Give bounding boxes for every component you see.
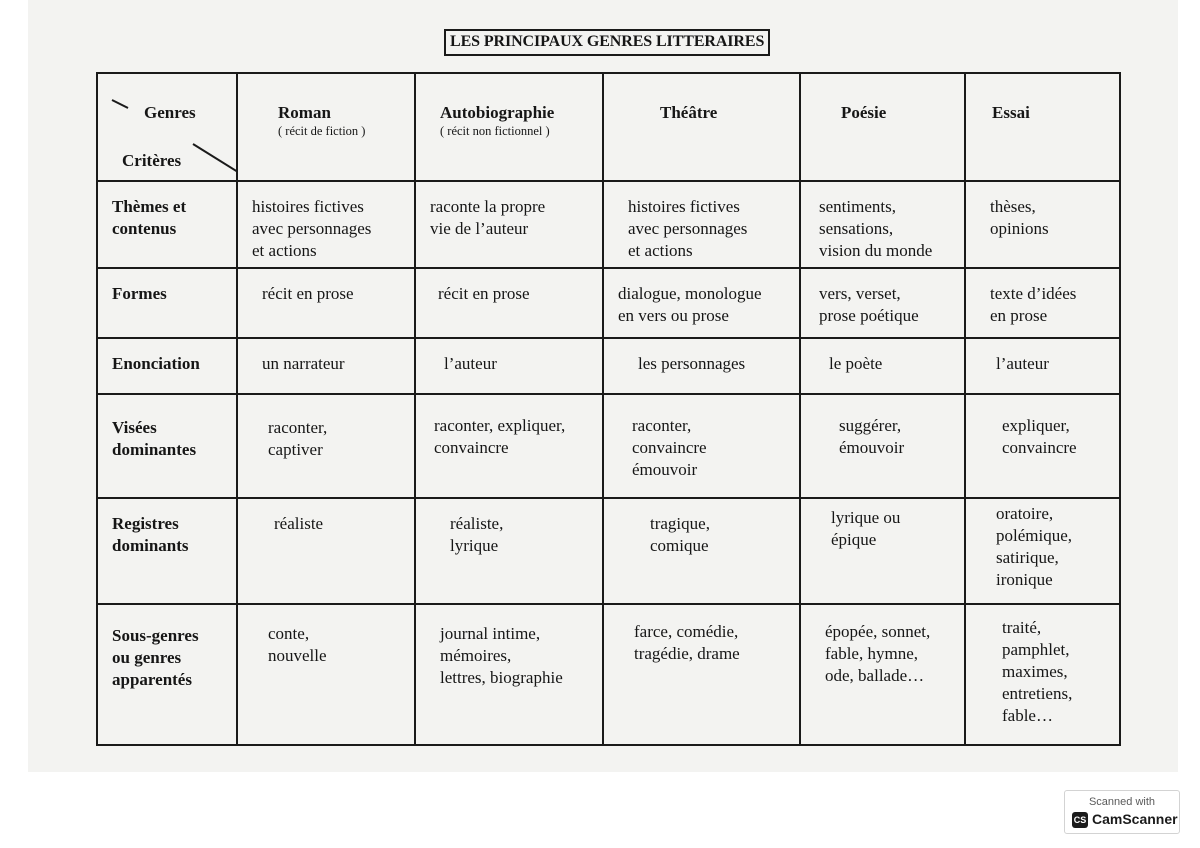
criteres-label: Critères: [122, 151, 182, 170]
cell-text: thèses, opinions: [990, 197, 1049, 238]
criterion-cell: [97, 604, 237, 745]
table-cell: [415, 338, 603, 394]
table-cell: [965, 604, 1120, 745]
table-cell: [415, 498, 603, 604]
criterion-label: Visées dominantes: [112, 418, 197, 459]
column-header-autobiographie: [415, 73, 603, 181]
table-cell: [965, 394, 1120, 498]
document-title: LES PRINCIPAUX GENRES LITTERAIRES: [444, 29, 770, 56]
scanned-with-label: Scanned with: [1088, 796, 1156, 808]
table-cell: [800, 338, 965, 394]
table-row: [97, 498, 1120, 604]
column-subtitle: ( récit non fictionnel ): [440, 124, 550, 138]
header-row: [97, 73, 1120, 181]
cell-text: suggérer, émouvoir: [839, 416, 905, 457]
cell-text: expliquer, convaincre: [1002, 416, 1077, 457]
table-cell: [603, 498, 800, 604]
genres-table: [96, 72, 1121, 746]
column-name: Essai: [992, 103, 1030, 122]
column-name: Roman: [278, 103, 331, 122]
cell-text: l’auteur: [996, 354, 1049, 373]
column-name: Autobiographie: [440, 103, 555, 122]
table-cell: [603, 604, 800, 745]
table-cell: [800, 604, 965, 745]
table-cell: [965, 338, 1120, 394]
table-cell: [415, 604, 603, 745]
criterion-label: Registres dominants: [112, 514, 189, 555]
cell-text: tragique, comique: [650, 514, 710, 555]
table-cell: [415, 394, 603, 498]
table-cell: [415, 268, 603, 338]
cell-text: réaliste: [274, 514, 324, 533]
cell-text: journal intime, mémoires, lettres, biographie: [440, 624, 563, 687]
cell-text: histoires fictives avec personnages et actions: [252, 197, 372, 260]
genres-label: Genres: [144, 103, 196, 122]
table-cell: [800, 181, 965, 268]
camscanner-badge: [1064, 790, 1180, 834]
table-row: [97, 338, 1120, 394]
table-cell: [800, 268, 965, 338]
cell-text: épopée, sonnet, fable, hymne, ode, ballade…: [825, 622, 931, 685]
table-row: [97, 268, 1120, 338]
column-subtitle: ( récit de fiction ): [278, 124, 366, 138]
column-header-roman: [237, 73, 415, 181]
criterion-cell: [97, 268, 237, 338]
cell-text: raconter, convaincre émouvoir: [632, 416, 707, 479]
cell-text: raconte la propre vie de l’auteur: [430, 197, 546, 238]
criterion-label: Enonciation: [112, 354, 200, 373]
criterion-label: Thèmes et contenus: [112, 197, 187, 238]
cell-text: récit en prose: [438, 284, 530, 303]
camscanner-logo-icon: CS: [1072, 812, 1088, 828]
cell-text: le poète: [829, 354, 883, 373]
column-header-essai: [965, 73, 1120, 181]
cell-text: un narrateur: [262, 354, 345, 373]
cell-text: texte d’idées en prose: [990, 284, 1077, 325]
table-cell: [237, 604, 415, 745]
cell-text: dialogue, monologue en vers ou prose: [618, 284, 762, 325]
corner-header-cell: [97, 73, 237, 181]
column-header-theatre: [603, 73, 800, 181]
criterion-cell: [97, 181, 237, 268]
table-cell: [800, 498, 965, 604]
table-cell: [415, 181, 603, 268]
column-name: Théâtre: [660, 103, 718, 122]
criterion-cell: [97, 498, 237, 604]
table-cell: [603, 268, 800, 338]
table-cell: [800, 394, 965, 498]
table-cell: [603, 338, 800, 394]
column-name: Poésie: [841, 103, 887, 122]
cell-text: récit en prose: [262, 284, 354, 303]
table-cell: [237, 181, 415, 268]
table-cell: [965, 268, 1120, 338]
column-header-poesie: [800, 73, 965, 181]
cell-text: les personnages: [638, 354, 746, 373]
cell-text: histoires fictives avec personnages et actions: [628, 197, 748, 260]
table-row: [97, 181, 1120, 268]
table-cell: [237, 394, 415, 498]
cell-text: vers, verset, prose poétique: [819, 284, 919, 325]
table-row: [97, 604, 1120, 745]
cell-text: raconter, captiver: [268, 418, 328, 459]
cell-text: réaliste, lyrique: [450, 514, 504, 555]
table-cell: [965, 181, 1120, 268]
cell-text: l’auteur: [444, 354, 497, 373]
table-row: [97, 394, 1120, 498]
table-cell: [237, 498, 415, 604]
cell-text: raconter, expliquer, convaincre: [434, 416, 566, 457]
cell-text: lyrique ou épique: [831, 508, 901, 549]
criterion-cell: [97, 394, 237, 498]
criterion-cell: [97, 338, 237, 394]
cell-text: traité, pamphlet, maximes, entretiens, fable…: [1002, 618, 1073, 725]
table-cell: [237, 338, 415, 394]
cell-text: sentiments, sensations, vision du monde: [819, 197, 933, 260]
cell-text: conte, nouvelle: [268, 624, 327, 665]
camscanner-brand: CamScanner: [1092, 811, 1178, 827]
criterion-label: Formes: [112, 284, 167, 303]
criterion-label: Sous-genres ou genres apparentés: [112, 626, 199, 689]
table-cell: [603, 394, 800, 498]
table-cell: [965, 498, 1120, 604]
table-cell: [603, 181, 800, 268]
table-cell: [237, 268, 415, 338]
cell-text: farce, comédie, tragédie, drame: [634, 622, 740, 663]
cell-text: oratoire, polémique, satirique, ironique: [996, 504, 1073, 589]
